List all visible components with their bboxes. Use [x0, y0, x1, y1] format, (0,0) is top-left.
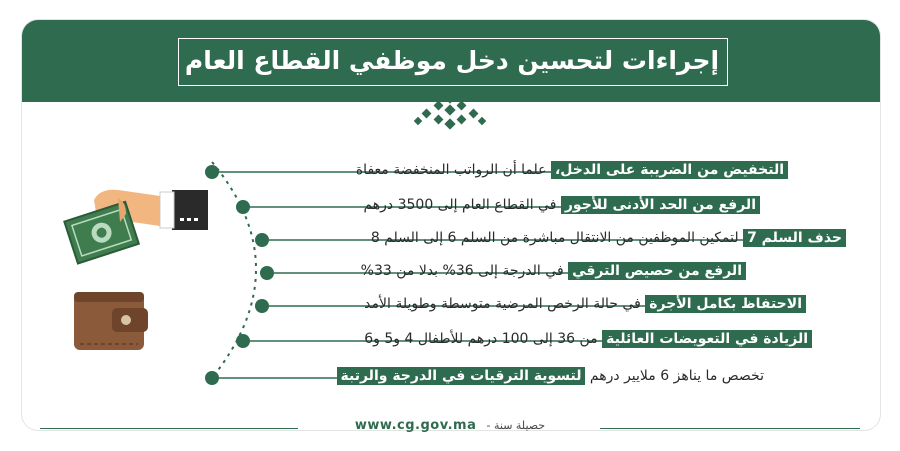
- item-text: علما أن الرواتب المنخفضة معفاة: [355, 162, 551, 178]
- list-item-5: [364, 296, 806, 312]
- footer-line-left: [40, 428, 298, 429]
- list-item-4: [360, 263, 746, 279]
- item-highlight: التخفيض من الضريبة على الدخل،: [551, 161, 788, 179]
- timeline-arc: [212, 162, 256, 378]
- item-text: لتمكين الموظفين من الانتقال مباشرة من السلم 6 إلى السلم 8: [370, 230, 744, 246]
- item-text: في القطاع العام إلى 3500 درهم: [363, 197, 561, 213]
- list-item-6: [364, 331, 812, 347]
- hand-money-icon: [64, 190, 208, 264]
- list-item-7: [340, 368, 764, 384]
- timeline-dot-7: [205, 371, 219, 385]
- footer-line-right: [600, 428, 860, 429]
- item-text: في حالة الرخص المرضية متوسطة وطويلة الأمد: [364, 296, 646, 312]
- item-highlight: الاحتفاظ بكامل الأجرة: [645, 295, 806, 313]
- item-highlight: حذف السلم 7: [743, 229, 846, 247]
- item-text: من 36 إلى 100 درهم للأطفال 4 و5 و6: [364, 331, 603, 347]
- website-link[interactable]: www.cg.gov.ma: [354, 418, 477, 433]
- timeline-dot-1: [205, 165, 219, 179]
- timeline-dot-4: [260, 266, 274, 280]
- list-item-3: [370, 230, 846, 246]
- timeline-dot-3: [255, 233, 269, 247]
- list-item-1: [355, 162, 788, 178]
- item-highlight: الزيادة في التعويضات العائلية: [602, 330, 812, 348]
- item-highlight: الرفع من الحد الأدنى للأجور: [561, 196, 760, 214]
- footer-source: - حصيلة سنة: [486, 419, 546, 432]
- timeline-dot-6: [236, 334, 250, 348]
- footer: [300, 418, 600, 433]
- item-text: في الدرجة إلى 36% بدلا من 33%: [360, 263, 569, 279]
- timeline-dot-2: [236, 200, 250, 214]
- wallet-icon: [74, 292, 148, 350]
- item-text: تخصص ما يناهز 6 ملايير درهم: [585, 368, 764, 384]
- timeline-dot-5: [255, 299, 269, 313]
- item-highlight: لتسوية الترقيات في الدرجة والرتبة: [337, 367, 586, 385]
- list-item-2: [363, 197, 760, 213]
- item-highlight: الرفع من حصيص الترقي: [568, 262, 746, 280]
- page-title: إجراءات لتحسين دخل موظفي القطاع العام: [184, 46, 720, 75]
